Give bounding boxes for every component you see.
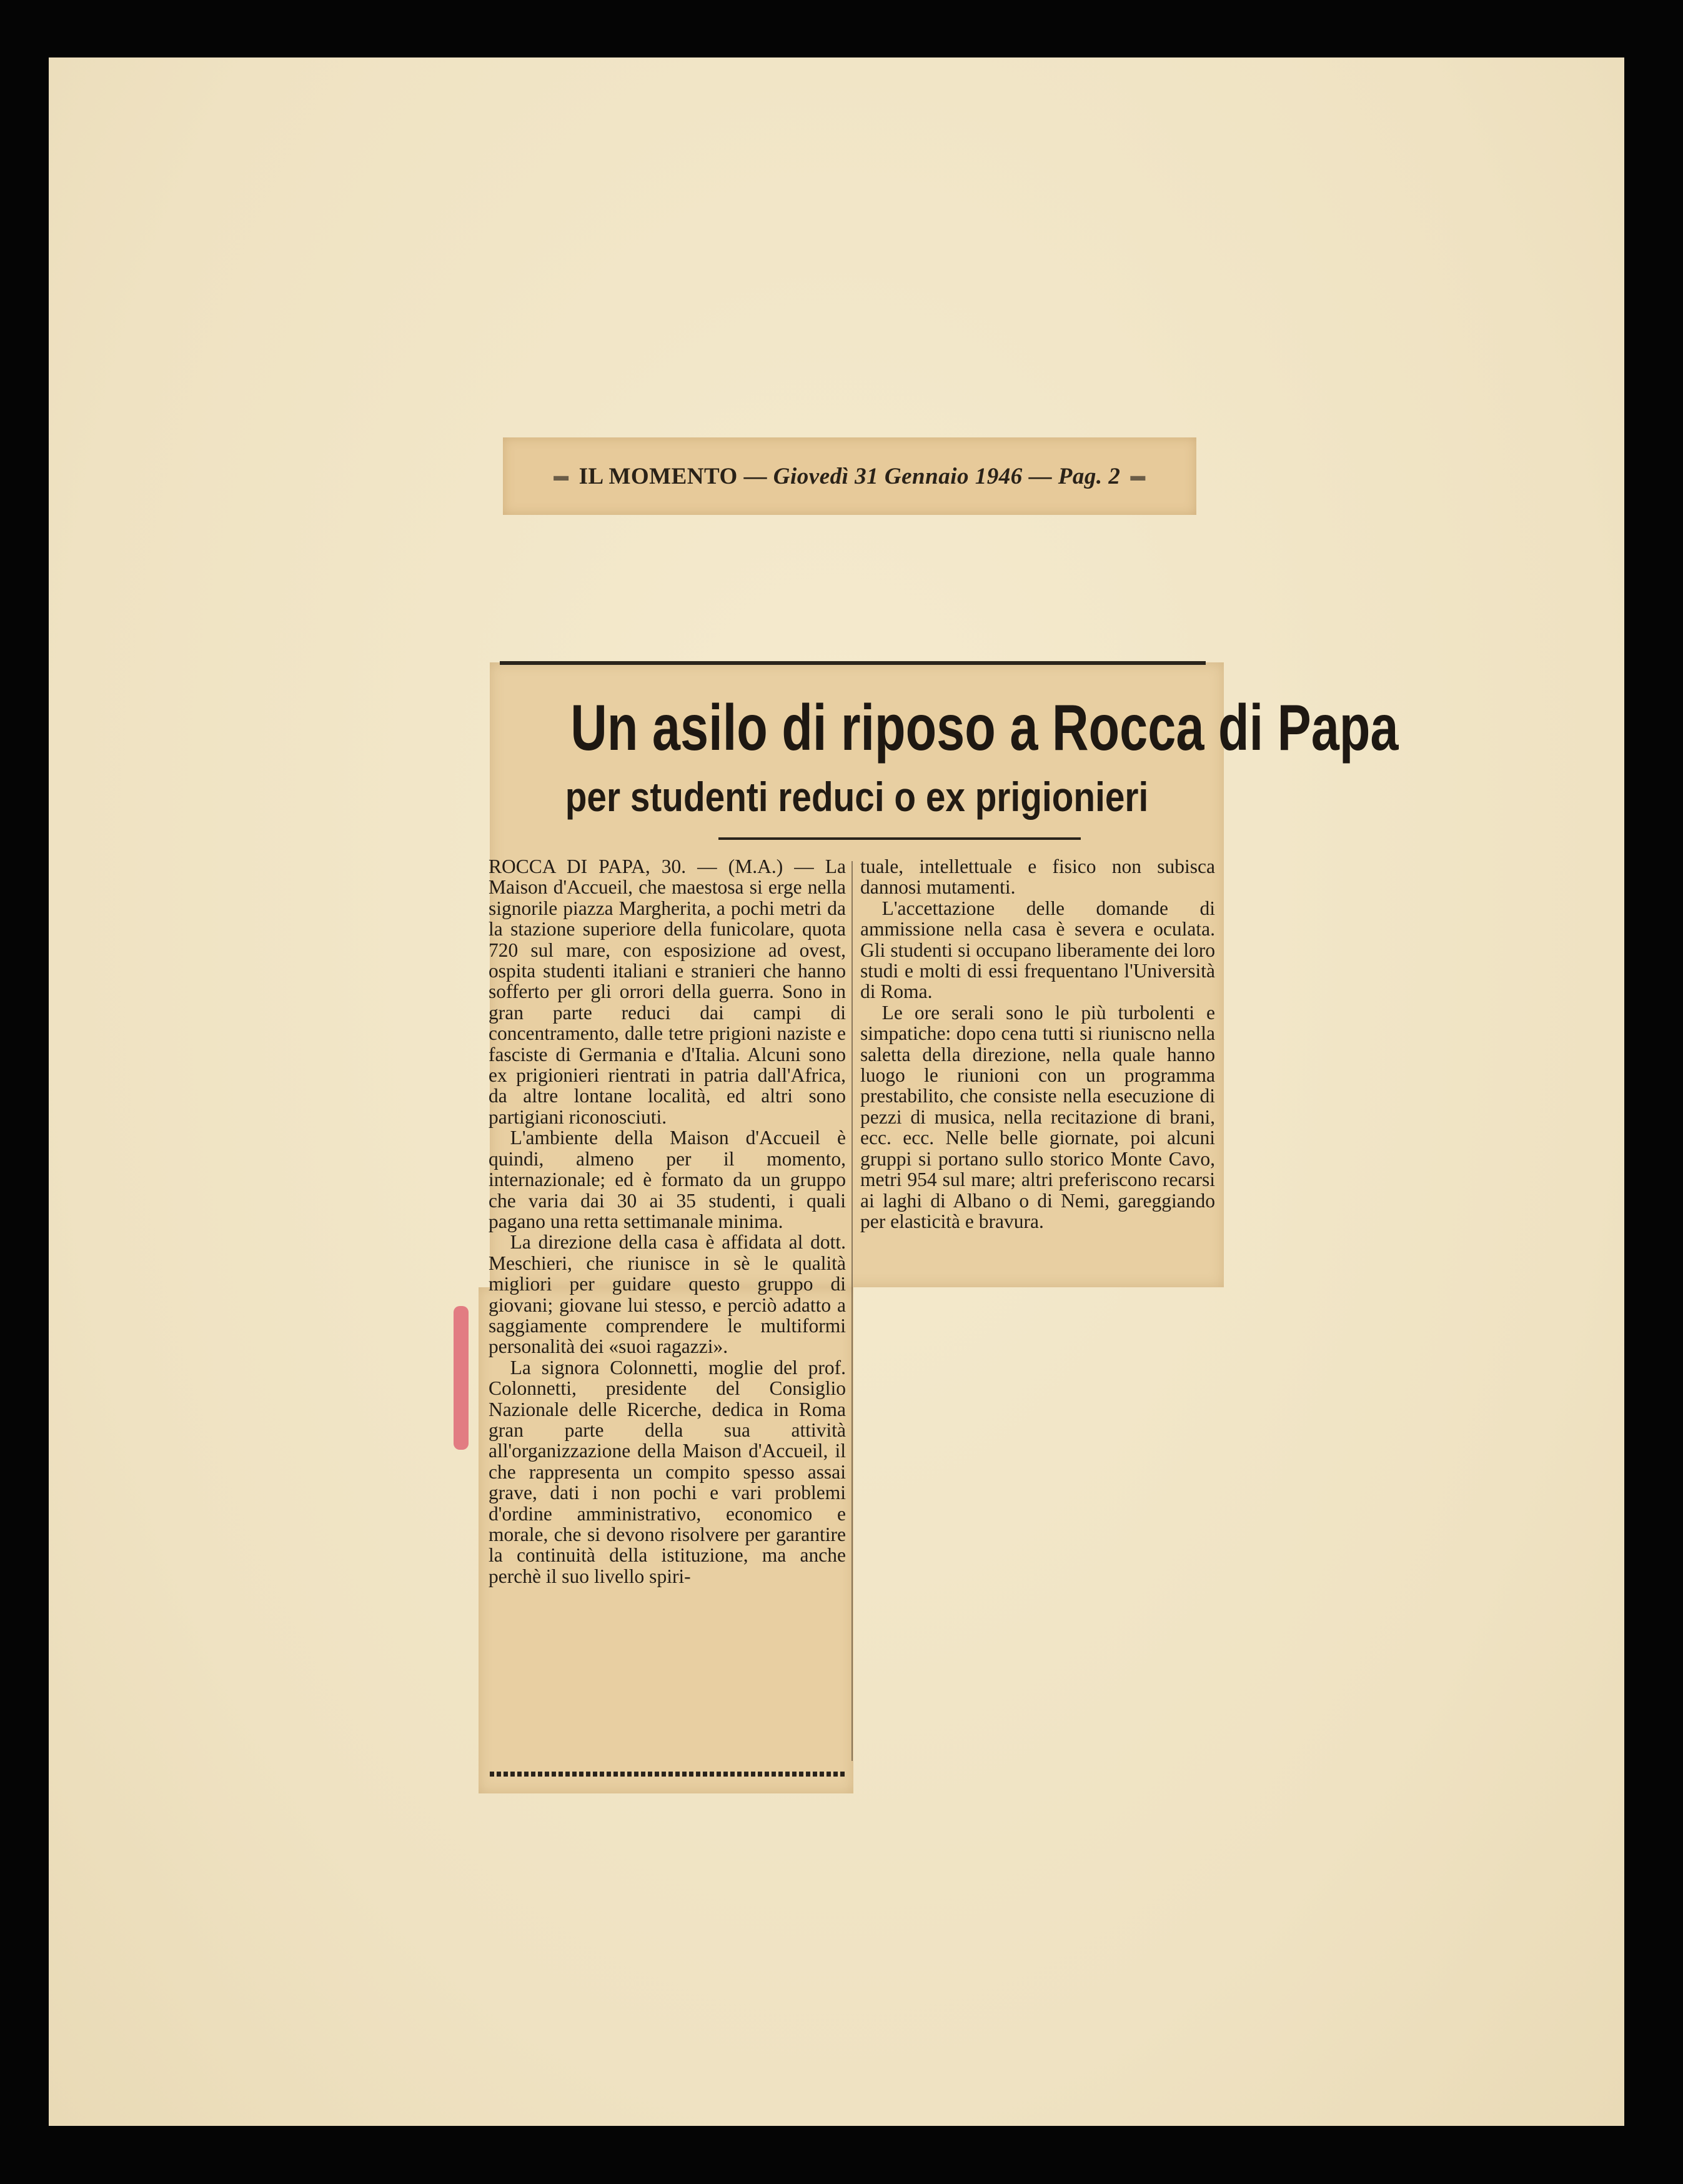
- clipping-top-rule: [500, 661, 1206, 665]
- paragraph: L'ambiente della Maison d'Accueil è quindi, almeno per il momento, internazionale; ed è formato da un gruppo che varia dai 30 ai 35 studenti, i quali pagano una retta settimanale minima.: [489, 1127, 846, 1232]
- paragraph: ROCCA DI PAPA, 30. — (M.A.) — La Maison d'Accueil, che maestosa si erge nella signorile piazza Margherita, a pochi metri da la stazione superiore della funicolare, quota 720 sul mare, con esposizione ad ovest, ospita studenti italiani e stranieri che hanno sofferto per gli orrori della guerra. Sono in gran parte reduci dai campi di concentramento, dalle tetre prigioni naziste e fasciste di Germania e d'Italia. Alcuni sono ex prigionieri rientrati in patria dall'Africa, da altre lontane località, ed altri sono partigiani riconosciuti.: [489, 855, 846, 1128]
- torn-edge-mark-right: ▬: [1130, 467, 1146, 484]
- article-headline: Un asilo di riposo a Rocca di Papa: [570, 692, 1399, 764]
- article-column-2: [860, 856, 1215, 1232]
- paragraph: Le ore serali sono le più turbolenti e simpatiche: dopo cena tutti si riuniscno nella saletta della direzione, nella quale hanno luogo le riunioni con un programma prestabilito, che consiste nella esecuzione di pezzi di musica, nella recitazione di brani, ecc. ecc. Nelle belle giornate, poi alcuni gruppi si portano sullo storico Monte Cavo, metri 954 sul mare; altri preferiscono recarsi ai laghi di Albano o di Nemi, gareggiando per elasticità e bravura.: [860, 1001, 1215, 1232]
- page-number: Pag. 2: [1058, 463, 1121, 489]
- newspaper-masthead-clipping: [503, 437, 1196, 515]
- headline-rule: [718, 837, 1081, 840]
- paragraph: La signora Colonnetti, moglie del prof. Colonnetti, presidente del Consiglio Nazionale delle Ricerche, dedica in Roma gran parte della sua attività all'organizzazione della Maison d'Accueil, il che rappresenta un compito spesso assai grave, dati i non pochi e vari problemi d'ordine amministrativo, economico e morale, che si devono risolvere per garantire la continuità della istituzione, ma anche perchè il suo livello spiri-: [489, 1356, 846, 1587]
- paragraph: La direzione della casa è affidata al dott. Meschieri, che riunisce in sè le qualità migliori per guidare questo gruppo di giovani; giovane lui stesso, e perciò adatto a saggiamente comprendere le multiformi personalità dei «suoi ragazzi».: [489, 1231, 846, 1358]
- article-subheadline: per studenti reduci o ex prigionieri: [565, 774, 1149, 820]
- newspaper-name: IL MOMENTO: [578, 463, 738, 489]
- masthead-separator-2: —: [1028, 463, 1052, 489]
- masthead-separator: —: [743, 463, 768, 489]
- article-column-1: [489, 856, 846, 1587]
- clipping-end-rule: [490, 1772, 846, 1777]
- paragraph: L'accettazione delle domande di ammissione nella casa è severa e oculata. Gli studenti si occupano liberamente dei loro studi e molti di essi frequentano l'Università di Roma.: [860, 897, 1215, 1003]
- paragraph: tuale, intellettuale e fisico non subisca dannosi mutamenti.: [860, 855, 1215, 899]
- publication-date: Giovedì 31 Gennaio 1946: [773, 463, 1023, 489]
- column-divider: [851, 861, 853, 1761]
- torn-edge-mark: ▬: [554, 467, 569, 484]
- red-pencil-mark: [454, 1306, 469, 1450]
